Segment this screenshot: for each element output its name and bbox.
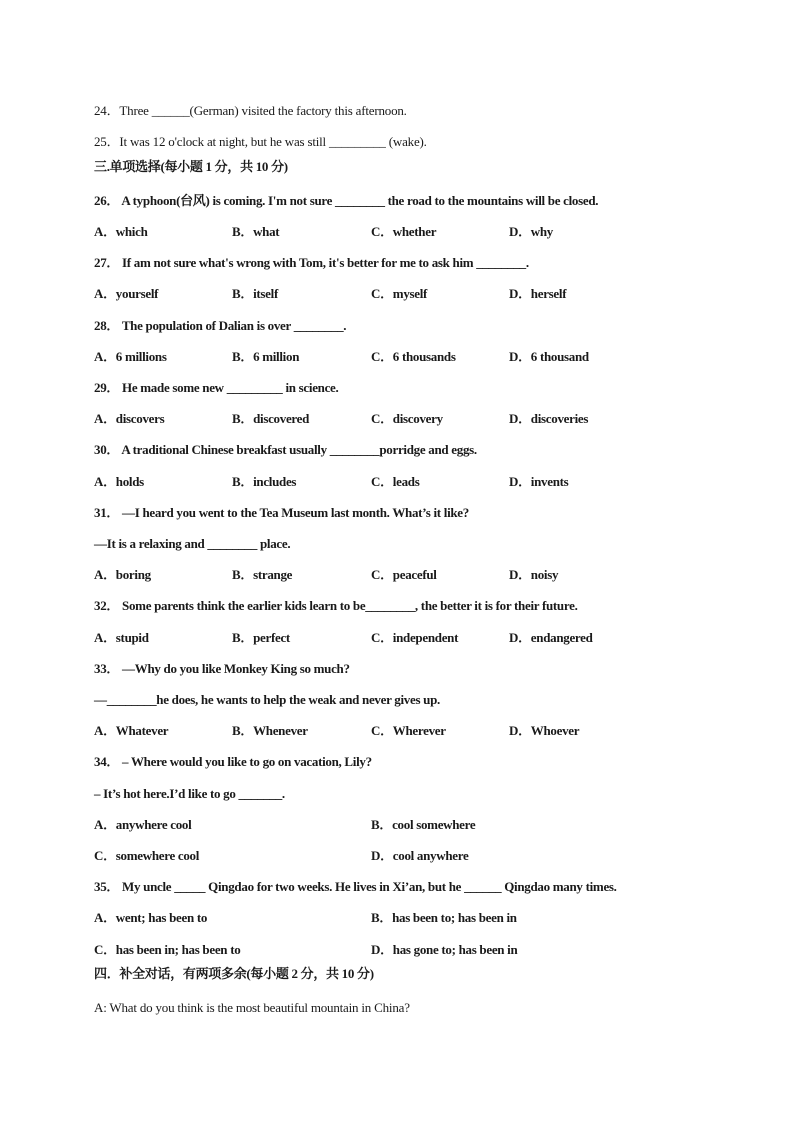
question-35-option-a: A．went; has been to [94, 910, 208, 925]
question-33-option-c: C．Wherever [371, 723, 446, 738]
question-31-option-d: D．noisy [509, 567, 559, 582]
question-27-option-b: B．itself [232, 286, 278, 301]
question-28-option-b: B．6 million [232, 349, 300, 364]
question-34-response: – It’s hot here.I’d like to go _______. [94, 786, 285, 801]
question-34-option-c: C．somewhere cool [94, 848, 200, 863]
question-35-stem: 35． My uncle _____ Qingdao for two weeks. He lives in Xi’an, but he ______ Qingdao many times. [94, 879, 617, 894]
question-29-option-a: A．discovers [94, 411, 165, 426]
question-30-option-a: A．holds [94, 474, 144, 489]
question-33-response: —________he does, he wants to help the weak and never gives up. [94, 692, 440, 707]
question-32-option-d: D．endangered [509, 630, 593, 645]
question-32-option-c: C．independent [371, 630, 459, 645]
question-33-option-a: A．Whatever [94, 723, 169, 738]
question-29-option-d: D．discoveries [509, 411, 589, 426]
question-35-option-b: B．has been to; has been in [371, 910, 517, 925]
question-25: 25．It was 12 o'clock at night, but he was still _________ (wake). [94, 134, 427, 149]
question-34-option-b: B．cool somewhere [371, 817, 476, 832]
question-32-option-a: A．stupid [94, 630, 149, 645]
question-31-option-c: C．peaceful [371, 567, 437, 582]
question-34-stem: 34． – Where would you like to go on vacation, Lily? [94, 754, 372, 769]
question-28-option-c: C．6 thousands [371, 349, 456, 364]
question-27-stem: 27． If am not sure what's wrong with Tom, it's better for me to ask him ________. [94, 255, 529, 270]
question-28-option-d: D．6 thousand [509, 349, 589, 364]
question-26-option-b: B．what [232, 224, 280, 239]
question-29-option-b: B．discovered [232, 411, 310, 426]
question-30-option-c: C．leads [371, 474, 420, 489]
question-30-option-d: D．invents [509, 474, 569, 489]
question-26-stem: 26． A typhoon(台风) is coming. I'm not sure ________ the road to the mountains will be closed. [94, 193, 599, 208]
question-35-option-c: C．has been in; has been to [94, 942, 241, 957]
question-33-option-d: D．Whoever [509, 723, 580, 738]
question-30-stem: 30． A traditional Chinese breakfast usually ________porridge and eggs. [94, 442, 477, 457]
question-28-option-a: A．6 millions [94, 349, 167, 364]
section-4-heading: 四．补全对话，有两项多余(每小题 2 分，共 10 分) [94, 966, 374, 981]
question-33-option-b: B．Whenever [232, 723, 308, 738]
question-28-stem: 28． The population of Dalian is over ________. [94, 318, 347, 333]
question-31-stem: 31． —I heard you went to the Tea Museum last month. What’s it like? [94, 505, 469, 520]
question-27-option-a: A．yourself [94, 286, 159, 301]
question-34-option-d: D．cool anywhere [371, 848, 469, 863]
question-32-stem: 32． Some parents think the earlier kids learn to be________, the better it is for their future. [94, 598, 578, 613]
question-31-option-b: B．strange [232, 567, 293, 582]
question-24: 24．Three ______(German) visited the factory this afternoon. [94, 103, 407, 118]
question-31-option-a: A．boring [94, 567, 151, 582]
question-32-option-b: B．perfect [232, 630, 290, 645]
question-33-stem: 33． —Why do you like Monkey King so much? [94, 661, 350, 676]
question-26-option-c: C．whether [371, 224, 437, 239]
question-30-option-b: B．includes [232, 474, 297, 489]
question-34-option-a: A．anywhere cool [94, 817, 192, 832]
question-29-stem: 29． He made some new _________ in science. [94, 380, 339, 395]
question-26-option-a: A．which [94, 224, 148, 239]
question-31-response: —It is a relaxing and ________ place. [94, 536, 291, 551]
section-3-heading: 三.单项选择(每小题 1 分，共 10 分) [94, 159, 288, 174]
dialogue-line-a: A: What do you think is the most beautiful mountain in China? [94, 1000, 410, 1015]
question-27-option-c: C．myself [371, 286, 428, 301]
question-27-option-d: D．herself [509, 286, 567, 301]
question-29-option-c: C．discovery [371, 411, 443, 426]
question-26-option-d: D．why [509, 224, 554, 239]
question-35-option-d: D．has gone to; has been in [371, 942, 518, 957]
